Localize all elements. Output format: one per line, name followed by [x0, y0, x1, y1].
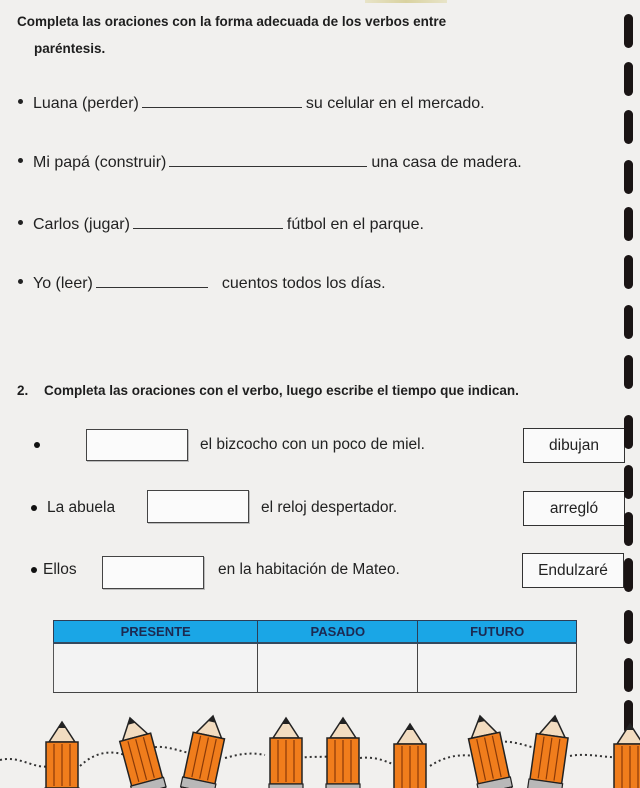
dash-mark: [624, 355, 633, 389]
section2-number: 2.: [17, 383, 29, 398]
bullet-icon: [18, 220, 23, 225]
section2-item-3-text: en la habitación de Mateo.: [218, 561, 400, 578]
section2-item-2-prefix: La abuela: [47, 499, 116, 516]
header-presente: PRESENTE: [54, 621, 258, 644]
bullet-icon: [31, 505, 37, 511]
section2-item-3-prefix: Ellos: [43, 561, 77, 578]
dash-mark: [624, 465, 633, 499]
dash-mark: [624, 255, 633, 289]
dash-mark: [624, 305, 633, 339]
bullet-icon: [31, 567, 37, 573]
item-prefix: Yo (leer): [33, 275, 93, 292]
cell-futuro[interactable]: [418, 643, 577, 693]
bullet-icon: [34, 442, 40, 448]
item-prefix: Luana (perder): [33, 95, 139, 112]
section1-item-3: [18, 214, 424, 234]
dash-mark: [624, 110, 633, 144]
dash-mark: [624, 207, 633, 241]
dash-mark: [624, 415, 633, 449]
dash-mark: [624, 14, 633, 48]
bullet-icon: [18, 158, 23, 163]
section1-title-line1: Completa las oraciones con la forma adecuada de los verbos entre: [17, 14, 447, 29]
section1-item-4: [18, 273, 386, 293]
section1-item-2: [18, 152, 522, 172]
section2-item-2-text: el reloj despertador.: [261, 499, 398, 516]
word-bank-arreglo: arregló: [523, 491, 625, 526]
dash-mark: [624, 62, 633, 96]
notebook-binding-dashes: [620, 0, 640, 788]
answer-box-3[interactable]: [102, 556, 204, 589]
top-decoration-strip: [365, 0, 447, 3]
section1-title-line2: paréntesis.: [34, 41, 106, 56]
fill-blank-line[interactable]: [169, 152, 367, 167]
fill-blank-line[interactable]: [142, 93, 302, 108]
fill-blank-line[interactable]: [96, 273, 208, 288]
dash-mark: [624, 160, 633, 194]
word-bank-dibujan: dibujan: [523, 428, 625, 463]
word-bank-endulzare: Endulzaré: [522, 553, 624, 588]
tense-table: [53, 620, 577, 693]
pencil-border-decoration: [0, 700, 640, 788]
header-futuro: FUTURO: [418, 621, 577, 644]
item-suffix: una casa de madera.: [371, 154, 522, 171]
bullet-icon: [18, 279, 23, 284]
dash-mark: [624, 558, 633, 592]
dash-mark: [624, 658, 633, 692]
bullet-icon: [18, 99, 23, 104]
cell-presente[interactable]: [54, 643, 258, 693]
item-suffix: su celular en el mercado.: [305, 95, 485, 112]
dash-mark: [624, 610, 633, 644]
item-suffix: fútbol en el parque.: [286, 216, 424, 233]
answer-box-1[interactable]: [86, 429, 188, 461]
item-prefix: Mi papá (construir): [33, 154, 167, 171]
item-suffix: cuentos todos los días.: [221, 275, 386, 292]
item-prefix: Carlos (jugar): [33, 216, 130, 233]
fill-blank-line[interactable]: [133, 214, 283, 229]
header-pasado: PASADO: [258, 621, 418, 644]
section2-item-1-text: el bizcocho con un poco de miel.: [200, 436, 425, 453]
cell-pasado[interactable]: [258, 643, 418, 693]
section2-title-text: Completa las oraciones con el verbo, luego escribe el tiempo que indican.: [44, 383, 519, 398]
section1-item-1: [18, 93, 485, 113]
dash-mark: [624, 512, 633, 546]
answer-box-2[interactable]: [147, 490, 249, 523]
section2-title: [17, 383, 519, 398]
